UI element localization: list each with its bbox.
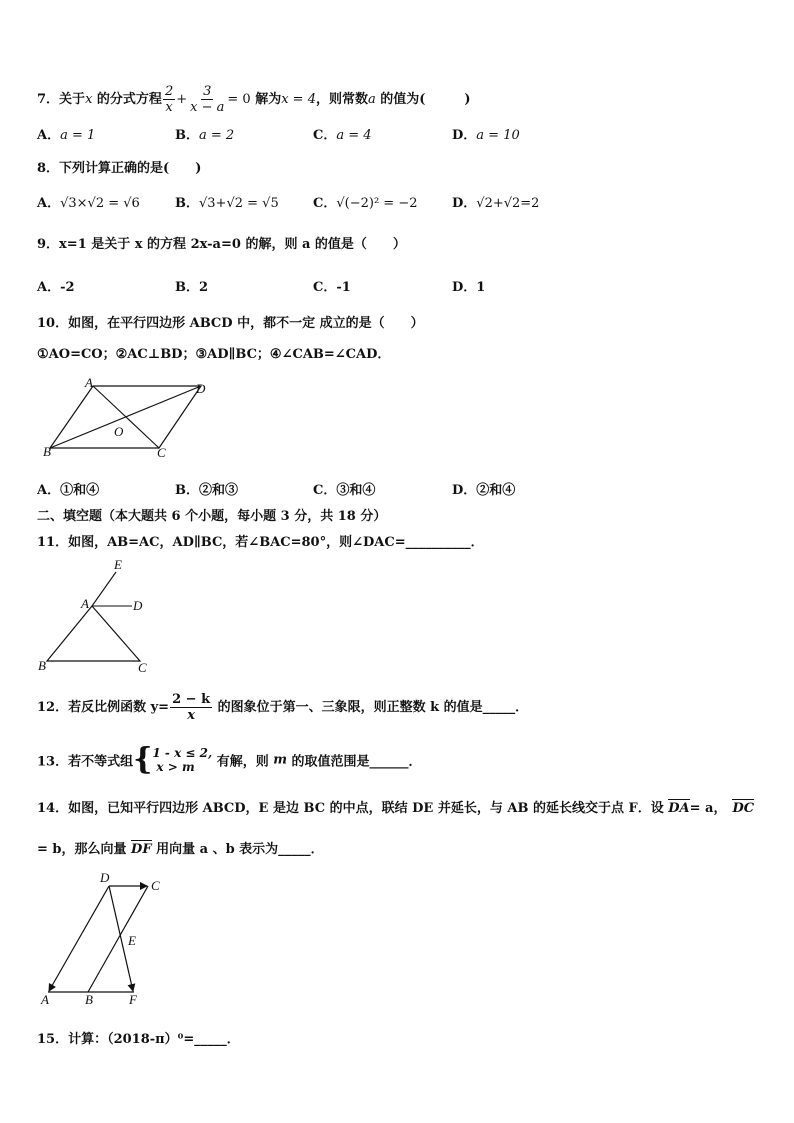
q9-option-b[interactable]: B．2 (175, 280, 209, 295)
label-d: D (100, 870, 110, 885)
q12-stem: 12．若反比例函数 y= $\frac{2 - k}{x}$ 的图象位于第一、三象限，则正整数 k 的值是_____． (37, 692, 529, 723)
q9-option-a[interactable]: A．-2 (37, 280, 75, 295)
label-o: O (114, 424, 124, 439)
q8-option-a[interactable]: A．√3×√2 = √6 (37, 196, 140, 211)
q7-var-x: x (85, 92, 93, 107)
q13-stem: 13．若不等式组{ 1 - x ≤ 2, x > m 有解，则 m 的取值范围是______． (37, 742, 422, 777)
q7-solution: x = 4 (281, 92, 316, 107)
q14-vector-figure (36, 866, 170, 1006)
q9-stem: 9．x=1 是关于 x 的方程 2x-a=0 的解，则 a 的值是（ ） (37, 237, 406, 252)
vector-dc: DC (732, 801, 755, 816)
q7-sol-pre: 解为 (250, 92, 282, 107)
q14-line-2: = b，那么向量 DF 用向量 a 、b 表示为_____． (37, 842, 324, 857)
vector-df: DF (131, 842, 152, 857)
q8-option-c[interactable]: C．√(−2)² = −2 (313, 196, 418, 211)
label-a: A (81, 596, 89, 611)
q13-inequality-system: 1 - x ≤ 2, x > m (152, 746, 213, 774)
q10-parallelogram-figure (40, 376, 220, 462)
q10-conditions: ①AO=CO；②AC⊥BD；③AD∥BC；④∠CAB=∠CAD． (37, 347, 391, 362)
q7-fraction-1: $\frac{2}{x}$ (164, 84, 174, 115)
label-b: B (43, 444, 51, 459)
q10-stem: 10．如图，在平行四边形 ABCD 中，都不一定 成立的是（ ） (37, 316, 424, 331)
q14-line-1: 14．如图，已知平行四边形 ABCD，E 是边 BC 的中点，联结 DE 并延长，与 AB 的延长线交于点 F．设 DA= a， DC (37, 801, 755, 816)
label-a: A (85, 376, 93, 390)
vector-da: DA (668, 801, 690, 816)
side-bc (88, 886, 148, 992)
q7-option-b[interactable]: B．a = 2 (175, 128, 235, 143)
q7-option-c[interactable]: C．a = 4 (313, 128, 372, 143)
q7-text-mid: 的分式方程 (92, 92, 162, 107)
label-c: C (138, 660, 147, 675)
triangle-abc (47, 606, 140, 661)
q10-option-c[interactable]: C．③和④ (313, 483, 376, 498)
q7-fraction-2: $\frac{3}{x - a}$ (190, 84, 225, 115)
q15-stem: 15．计算：（2018-π）⁰=_____． (37, 1032, 240, 1047)
q8-option-d[interactable]: D．√2+√2=2 (452, 196, 540, 211)
q9-option-c[interactable]: C．-1 (313, 280, 351, 295)
diagonal-bd (50, 386, 201, 448)
q10-option-b[interactable]: B．②和③ (175, 483, 239, 498)
vector-da-arrow (49, 886, 109, 991)
label-b: B (38, 658, 46, 673)
q7-sol-post: ，则常数 (315, 92, 368, 107)
section-2-heading: 二、填空题（本大题共 6 个小题，每小题 3 分，共 18 分） (37, 509, 387, 524)
label-c: C (157, 445, 166, 460)
ray-ae (92, 572, 116, 606)
q7-text-pre: 关于 (59, 92, 86, 107)
q7-option-a[interactable]: A．a = 1 (37, 128, 96, 143)
label-d: D (196, 381, 206, 396)
q7-end: 的值为( ) (375, 92, 471, 107)
q9-option-d[interactable]: D．1 (452, 280, 486, 295)
q10-option-a[interactable]: A．①和④ (37, 483, 100, 498)
q13-brace: { (133, 742, 153, 777)
q7-equals-zero: = 0 (227, 92, 251, 107)
label-b: B (85, 992, 93, 1006)
q8-stem: 8．下列计算正确的是( ) (37, 161, 202, 176)
label-c: C (151, 878, 160, 893)
q7-number: 7． (37, 92, 60, 107)
q7-var-a: a (367, 92, 376, 107)
label-f: F (129, 992, 137, 1006)
q12-fraction: $\frac{2 - k}{x}$ (172, 692, 211, 723)
q7-option-d[interactable]: D．a = 10 (452, 128, 520, 143)
q8-option-b[interactable]: B．√3+√2 = √5 (175, 196, 279, 211)
q7-stem (37, 84, 471, 115)
q11-stem: 11．如图，AB=AC，AD∥BC，若∠BAC=80°，则∠DAC=__________． (37, 535, 484, 550)
label-e: E (128, 933, 136, 948)
q10-option-d[interactable]: D．②和④ (452, 483, 516, 498)
label-d: D (133, 598, 143, 613)
label-e: E (114, 557, 122, 572)
q11-triangle-figure (36, 556, 160, 678)
q7-plus: + (176, 92, 188, 107)
label-a: A (41, 992, 49, 1006)
